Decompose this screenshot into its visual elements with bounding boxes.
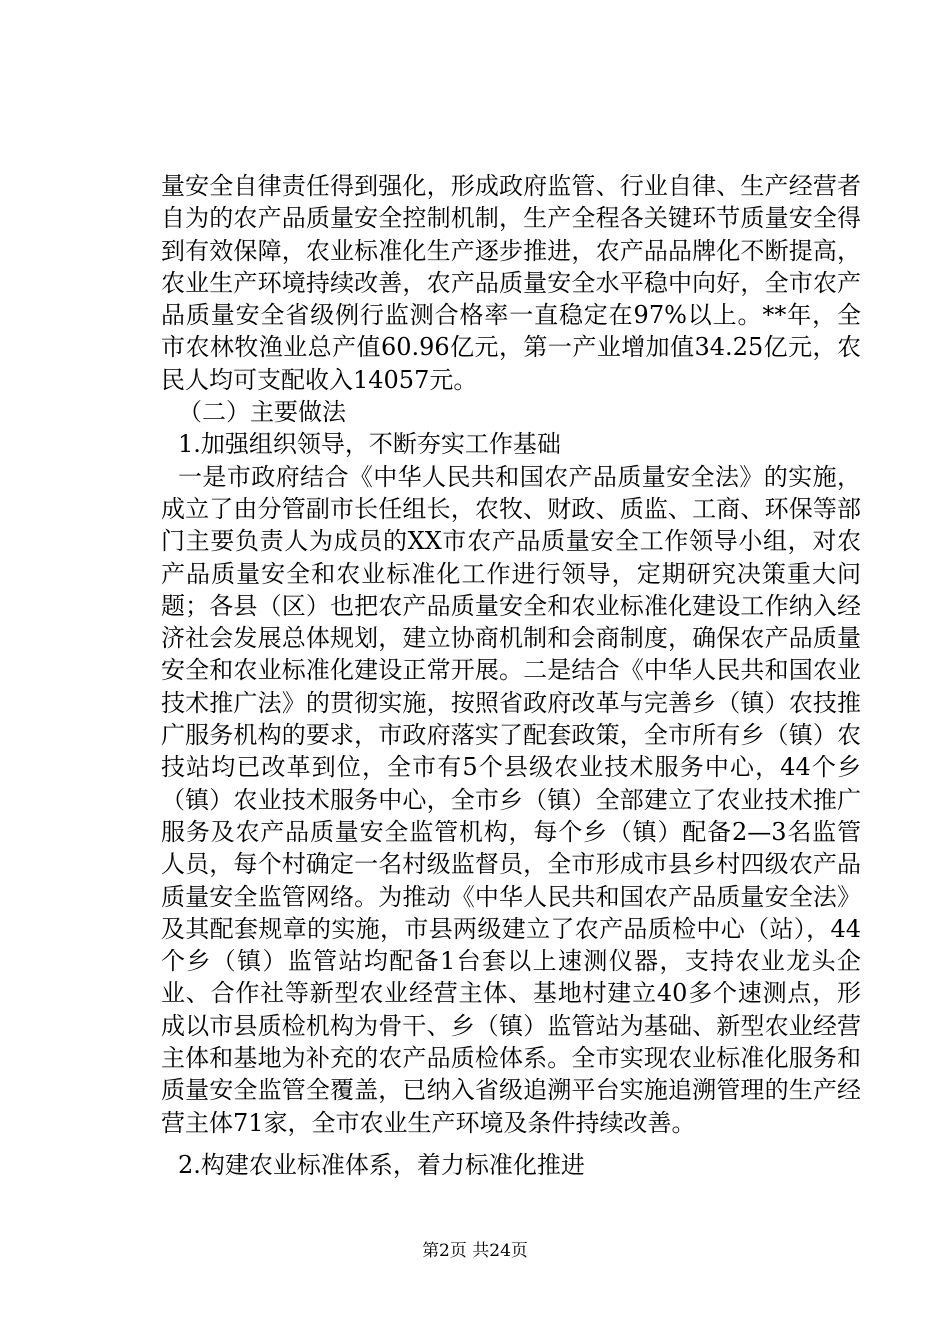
subsection-heading-2: 2.构建农业标准体系，着力标准化推进 xyxy=(178,1150,585,1179)
subsection-heading: 1.加强组织领导，不断夯实工作基础 xyxy=(178,430,561,459)
page-footer: 第2页 共24页 xyxy=(422,1241,528,1261)
paragraph-body: 一是市政府结合《中华人民共和国农产品质量安全法》的实施，成立了由分管副市长任组长，农牧、财政、质监、工商、环保等部门主要负责人为成员的XX市农产品质量安全工作领导小组，对农产品质量安全和农业标准化工作进行领导，定期研究决策重大问题；各县（区）也把农产品质量安全和农业标准化建设工作纳入经济社会发展总体规划，建立协商机制和会商制度，确保农产品质量安全和农业标准化建设正常开展。二是结合《中华人民共和国农业技术推广法》的贯彻实施，按照省政府改革与完善乡（镇）农技推广服务机构的要求，市政府落实了配套政策，全市所有乡（镇）农技站均已改革到位，全市有5个县级农业技术服务中心，44个乡（镇）农业技术服务中心，全市乡（镇）全部建立了农业技术推广服务及农产品质量安全监管机构，每个乡（镇）配备2—3名监管人员，每个村确定一名村级监督员，全市形成市县乡村四级农产品质量安全监管网络。为推动《中华人民共和国农产品质量安全法》及其配套规章的实施，市县两级建立了农产品质检中心（站），44个乡（镇）监管站均配备1台套以上速测仪器，支持农业龙头企业、合作社等新型农业经营主体、基地村建立40多个速测点，形成以市县质检机构为骨干、乡（镇）监管站为基础、新型农业经营主体和基地为补充的农产品质检体系。全市实现农业标准化服务和质量安全监管全覆盖，已纳入省级追溯平台实施追溯管理的生产经营主体71家，全市农业生产环境及条件持续改善。 xyxy=(161,462,861,1137)
section-heading: （二）主要做法 xyxy=(178,398,346,427)
paragraph-continued: 量安全自律责任得到强化，形成政府监管、行业自律、生产经营者自为的农产品质量安全控制机制，生产全程各关键环节质量安全得到有效保障，农业标准化生产逐步推进，农产品品牌化不断提高，农业生产环境持续改善，农产品质量安全水平稳中向好，全市农产品质量安全省级例行监测合格率一直稳定在97%以上。**年，全市农林牧渔业总产值60.96亿元，第一产业增加值34.25亿元，农民人均可支配收入14057元。 xyxy=(161,172,861,394)
document-body xyxy=(161,170,861,1181)
